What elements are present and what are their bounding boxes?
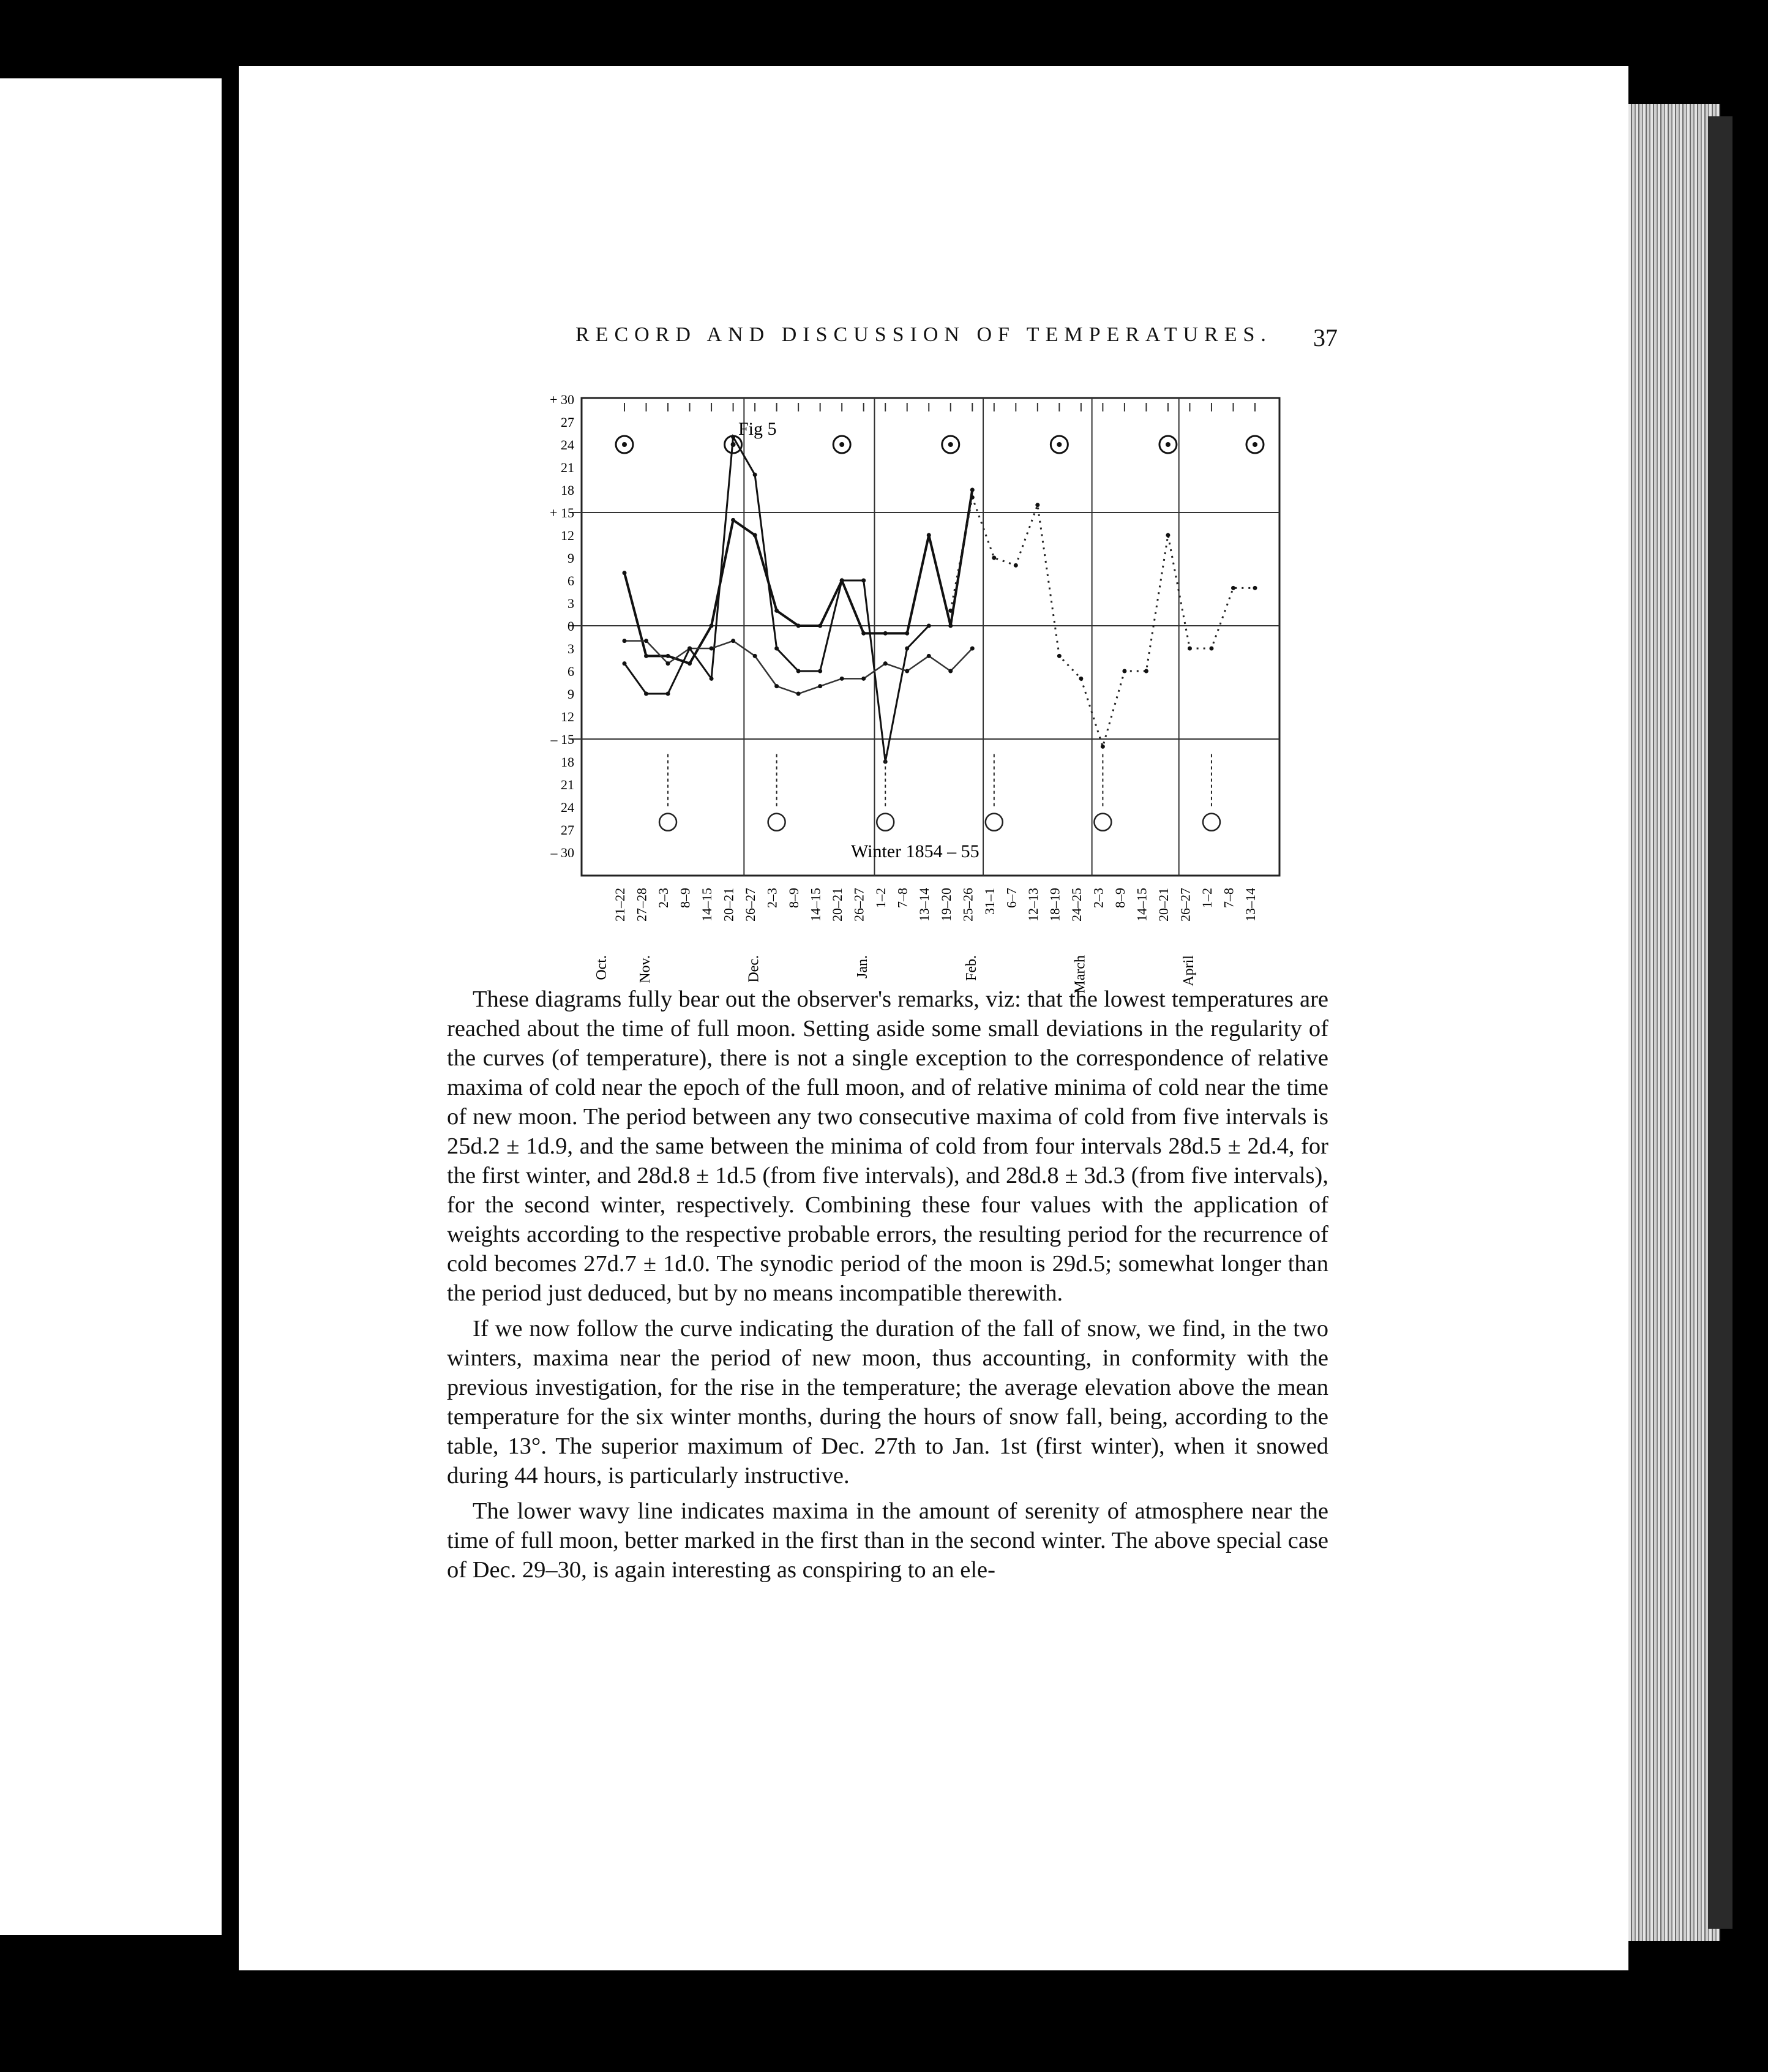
month-label: March bbox=[1072, 955, 1088, 994]
data-point bbox=[840, 579, 844, 583]
data-point bbox=[710, 647, 714, 651]
figure-caption: Winter 1854 – 55 bbox=[851, 841, 980, 861]
data-point bbox=[666, 692, 670, 696]
y-tick-label: + 15 bbox=[550, 505, 574, 520]
x-tick-label: 20–21 bbox=[721, 888, 736, 922]
data-point bbox=[1035, 503, 1039, 507]
data-point bbox=[970, 647, 975, 651]
x-tick-label: 20–21 bbox=[830, 888, 845, 922]
x-tick-label: 6–7 bbox=[1003, 888, 1019, 908]
x-tick-label: 7–8 bbox=[894, 888, 910, 908]
data-point bbox=[948, 624, 953, 628]
data-point bbox=[774, 609, 779, 613]
x-tick-label: 1–2 bbox=[1199, 888, 1215, 908]
data-point bbox=[1079, 677, 1083, 681]
x-tick-label: 20–21 bbox=[1155, 888, 1171, 922]
data-point bbox=[774, 684, 779, 688]
x-tick-label: 2–3 bbox=[656, 888, 672, 908]
data-point bbox=[1122, 669, 1126, 674]
data-point bbox=[905, 669, 909, 674]
data-point bbox=[1188, 647, 1192, 651]
x-tick-label: 2–3 bbox=[764, 888, 780, 908]
data-point bbox=[818, 669, 822, 674]
y-tick-label: 6 bbox=[567, 573, 574, 588]
data-point bbox=[644, 639, 648, 643]
x-axis-labels bbox=[612, 888, 1258, 922]
full-moon-dot bbox=[839, 442, 844, 447]
data-point bbox=[818, 684, 822, 688]
x-tick-label: 8–9 bbox=[677, 888, 693, 908]
y-tick-label: 9 bbox=[567, 550, 574, 566]
moon-markers bbox=[616, 436, 1264, 831]
x-tick-label: 7–8 bbox=[1221, 888, 1237, 908]
x-tick-label: 18–19 bbox=[1047, 888, 1063, 922]
y-tick-label: + 30 bbox=[550, 392, 574, 407]
x-tick-label: 13–14 bbox=[1243, 888, 1258, 922]
y-tick-label: 6 bbox=[567, 664, 574, 679]
y-tick-label: – 15 bbox=[550, 732, 574, 747]
full-moon-dot bbox=[1057, 442, 1062, 447]
chart-grid bbox=[569, 398, 1279, 876]
data-point bbox=[623, 639, 627, 643]
x-tick-label: 26–27 bbox=[851, 888, 867, 922]
x-tick-label: 21–22 bbox=[612, 888, 627, 922]
data-point bbox=[905, 631, 909, 636]
data-point bbox=[992, 556, 996, 560]
y-tick-label: 24 bbox=[561, 437, 574, 452]
data-point bbox=[710, 624, 714, 628]
y-tick-label: 18 bbox=[561, 482, 574, 498]
data-point bbox=[753, 654, 757, 658]
data-point bbox=[883, 631, 888, 636]
data-point bbox=[927, 533, 931, 538]
x-tick-label: 2–3 bbox=[1090, 888, 1106, 908]
data-point bbox=[840, 677, 844, 681]
data-point bbox=[666, 661, 670, 666]
series-line-2 bbox=[624, 437, 929, 762]
frame-rect bbox=[582, 398, 1279, 876]
full-moon-dot bbox=[731, 442, 736, 447]
x-tick-label: 12–13 bbox=[1025, 888, 1041, 922]
page-number: 37 bbox=[1313, 324, 1338, 351]
series-line-0 bbox=[624, 490, 972, 664]
data-point bbox=[644, 692, 648, 696]
x-tick-label: 19–20 bbox=[938, 888, 954, 922]
data-point bbox=[861, 631, 866, 636]
data-point bbox=[623, 661, 627, 666]
new-moon-marker bbox=[986, 814, 1003, 831]
new-moon-marker bbox=[1203, 814, 1220, 831]
data-point bbox=[1101, 745, 1105, 749]
data-point bbox=[818, 624, 822, 628]
new-moon-marker bbox=[768, 814, 785, 831]
data-point bbox=[927, 654, 931, 658]
full-moon-dot bbox=[1166, 442, 1171, 447]
y-tick-label: 24 bbox=[561, 800, 574, 815]
data-point bbox=[883, 661, 888, 666]
paragraph-2: If we now follow the curve indicating the duration of the fall of snow, we find, in the two winters, maxima near the period of new moon, thus accounting, in conformity with the previous investigation, for the rise in the temperature; the average elevation above the mean temperature for the six winter months, during the hours of snow fall, being, according to the table, 13°. The superior maximum of Dec. 27th to Jan. 1st (first winter), when it snowed during 44 hours, is particularly instructive. bbox=[447, 1316, 1328, 1488]
data-point bbox=[948, 669, 953, 674]
y-tick-label: 3 bbox=[567, 596, 574, 611]
data-point bbox=[1014, 563, 1018, 568]
data-point bbox=[861, 677, 866, 681]
running-head: RECORD AND DISCUSSION OF TEMPERATURES. bbox=[575, 323, 1272, 346]
month-label: Oct. bbox=[594, 955, 610, 980]
facing-page-edge bbox=[0, 78, 222, 1935]
y-tick-label: 18 bbox=[561, 754, 574, 770]
data-point bbox=[666, 654, 670, 658]
x-tick-label: 1–2 bbox=[873, 888, 889, 908]
paragraph-3: The lower wavy line indicates maxima in the amount of serenity of atmosphere near the time of full moon, better marked in the first than in the second winter. The above special case of Dec. 29–30, is again interesting as conspiring to an ele- bbox=[447, 1498, 1328, 1583]
data-point bbox=[731, 639, 735, 643]
full-moon-dot bbox=[1253, 442, 1257, 447]
data-point bbox=[753, 473, 757, 477]
x-tick-label: 14–15 bbox=[699, 888, 715, 922]
y-tick-label: – 30 bbox=[550, 845, 574, 860]
data-point bbox=[731, 518, 735, 522]
y-tick-label: 9 bbox=[567, 686, 574, 702]
series-line-3 bbox=[624, 641, 972, 694]
data-point bbox=[861, 579, 866, 583]
month-label: Jan. bbox=[855, 955, 871, 978]
new-moon-marker bbox=[1094, 814, 1111, 831]
data-point bbox=[1231, 586, 1235, 590]
data-point bbox=[687, 647, 692, 651]
y-tick-label: 12 bbox=[561, 528, 574, 543]
month-label: Dec. bbox=[746, 955, 762, 983]
data-point bbox=[796, 692, 801, 696]
data-point bbox=[1166, 533, 1170, 538]
x-tick-label: 27–28 bbox=[634, 888, 650, 922]
month-label: Nov. bbox=[637, 955, 654, 983]
data-point bbox=[710, 677, 714, 681]
y-tick-label: 12 bbox=[561, 709, 574, 724]
data-point bbox=[687, 661, 692, 666]
y-tick-label: 21 bbox=[561, 777, 574, 792]
series-line-1 bbox=[951, 497, 1255, 746]
x-tick-label: 25–26 bbox=[960, 888, 976, 922]
data-point bbox=[774, 647, 779, 651]
y-tick-label: 27 bbox=[561, 415, 574, 430]
figure-5-chart bbox=[508, 367, 1304, 1016]
figure-label: Fig 5 bbox=[738, 419, 777, 439]
y-tick-label: 3 bbox=[567, 641, 574, 656]
data-point bbox=[948, 609, 953, 613]
x-tick-label: 14–15 bbox=[1134, 888, 1150, 922]
y-tick-label: 21 bbox=[561, 460, 574, 475]
new-moon-marker bbox=[659, 814, 676, 831]
x-tick-label: 26–27 bbox=[1177, 888, 1193, 922]
full-moon-dot bbox=[948, 442, 953, 447]
y-tick-label: 27 bbox=[561, 822, 574, 838]
chart-frame bbox=[582, 398, 1279, 876]
data-point bbox=[644, 654, 648, 658]
data-point bbox=[1057, 654, 1062, 658]
x-tick-label: 14–15 bbox=[807, 888, 823, 922]
data-point bbox=[753, 533, 757, 538]
data-point bbox=[970, 495, 975, 500]
y-tick-label: 0 bbox=[567, 618, 574, 634]
y-axis-labels bbox=[550, 392, 574, 860]
data-point bbox=[970, 488, 975, 492]
body-text bbox=[447, 985, 1328, 1591]
data-point bbox=[1144, 669, 1148, 674]
month-label: Feb. bbox=[963, 955, 980, 981]
chart-series bbox=[623, 435, 1257, 764]
new-moon-marker bbox=[877, 814, 894, 831]
book-spine-shadow bbox=[1708, 116, 1732, 1929]
data-point bbox=[927, 624, 931, 628]
x-tick-label: 13–14 bbox=[916, 888, 932, 922]
x-tick-label: 31–1 bbox=[981, 888, 997, 915]
data-point bbox=[1209, 647, 1213, 651]
page-stack-edge bbox=[1628, 104, 1720, 1941]
data-point bbox=[796, 669, 801, 674]
month-label: April bbox=[1180, 955, 1197, 986]
x-tick-label: 24–25 bbox=[1068, 888, 1084, 922]
data-point bbox=[1253, 586, 1257, 590]
data-point bbox=[623, 571, 627, 575]
data-point bbox=[796, 624, 801, 628]
x-tick-label: 8–9 bbox=[786, 888, 802, 908]
x-tick-label: 26–27 bbox=[743, 888, 759, 922]
x-tick-label: 8–9 bbox=[1112, 888, 1128, 908]
full-moon-dot bbox=[622, 442, 627, 447]
paragraph-1: These diagrams fully bear out the observer's remarks, viz: that the lowest temperatures are reached about the time of full moon. Setting aside some small deviations in the regularity of the curves (of temperature), there is not a single exception to the correspondence of relative maxima of cold near the epoch of the full moon, and of relative minima of cold near the time of new moon. The period between any two consecutive maxima of cold from five intervals is 25d.2 ± 1d.9, and the same between the minima of cold from four intervals 28d.5 ± 2d.4, for the first winter, and 28d.8 ± 1d.5 (from five intervals), and 28d.8 ± 3d.3 (from five intervals), for the second winter, respectively. Combining these four values with the application of weights according to the respective probable errors, the resulting period for the recurrence of cold becomes 27d.7 ± 1d.0. The synodic period of the moon is 29d.5; somewhat longer than the period just deduced, but by no means incompatible therewith. bbox=[447, 986, 1328, 1306]
data-point bbox=[905, 647, 909, 651]
